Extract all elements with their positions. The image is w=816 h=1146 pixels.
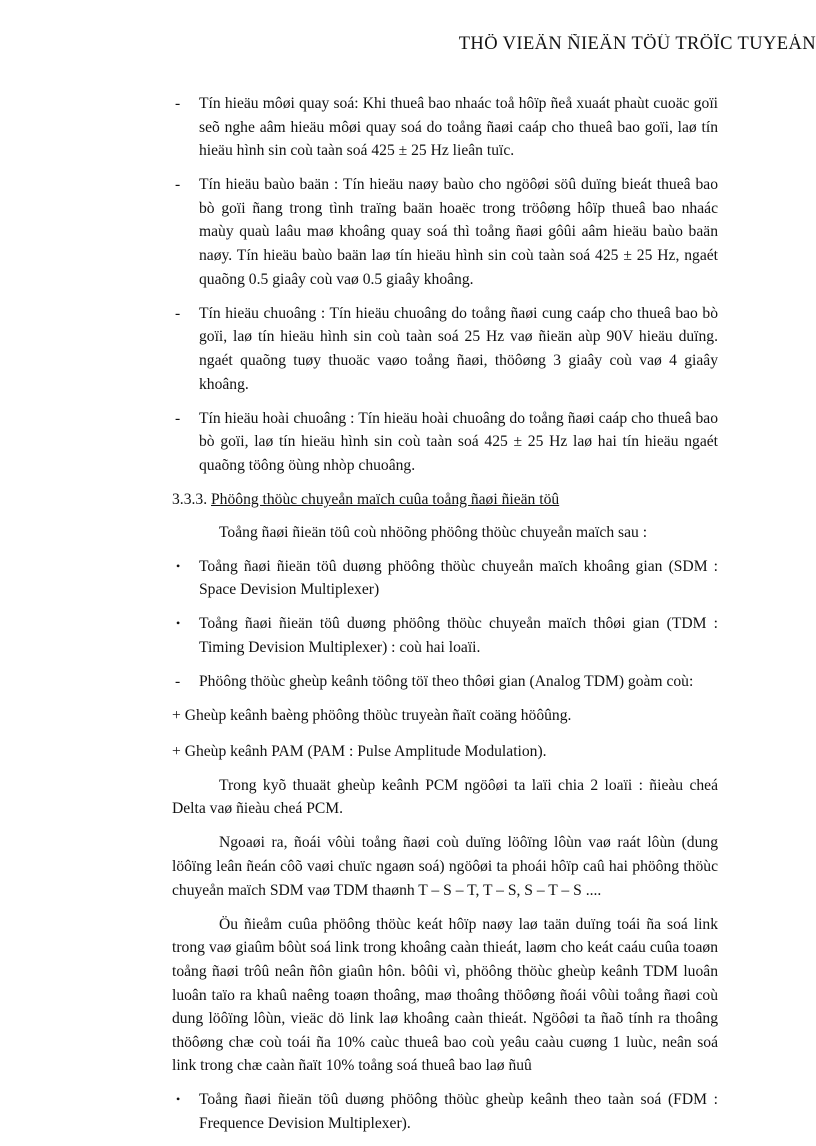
plus-line: + Gheùp keânh PAM (PAM : Pulse Amplitude Modulation). (172, 742, 547, 760)
section-title: Phöông thöùc chuyeån maïch cuûa toång ñaøi ñieän töû (211, 490, 560, 508)
dash-marker: - (175, 409, 181, 427)
list-item (172, 1088, 718, 1135)
paragraph: Trong kyõ thuaät gheùp keânh PCM ngöôøi ta laïi chia 2 loaïi : ñieàu cheá Delta vaø ñieàu cheá PCM. (172, 776, 718, 818)
list-item (172, 173, 718, 291)
item-text: Toång ñaøi ñieän töû duøng phöông thöùc chuyeån maïch thôøi gian (TDM : Timing Devision Multiplexer) : coù hai loaïi. (199, 615, 718, 656)
dash-marker: - (175, 304, 181, 322)
dash-marker: - (175, 672, 181, 690)
item-text: Tín hieäu hoài chuoâng : Tín hieäu hoài chuoâng do toång ñaøi caáp cho thueâ bao bò goïi, laø tín hieäu hình sin coù taàn soá 425 ± 25 Hz laø hai tín hieäu ngaét quaõng töông öùng nhòp chuoâng. (199, 409, 718, 474)
dash-marker: - (175, 95, 181, 112)
section-intro: Toång ñaøi ñieän töû coù nhöõng phöông thöùc chuyeån maïch sau : (219, 523, 648, 541)
dash-marker: - (175, 176, 181, 194)
list-item (172, 612, 718, 659)
item-text: Tín hieäu môøi quay soá: Khi thueâ bao nhaác toå hôïp ñeå xuaát phaùt cuoäc goïi seõ nghe aâm hieäu môøi quay soá do toång ñaøi caáp cho thueâ bao goïi, laø tín hieäu hình sin coù taàn soá 425 ± 25 Hz lieân tuïc. (199, 95, 718, 160)
plus-line: + Gheùp keânh baèng phöông thöùc truyeàn ñaït coäng höôûng. (172, 707, 572, 725)
page-header: THÖ VIEÄN ÑIEÄN TÖÛ TRÖÏC TUYEÁN (458, 34, 816, 54)
page-content (172, 92, 718, 1146)
item-text: Phöông thöùc gheùp keânh töông töï theo thôøi gian (Analog TDM) goàm coù: (199, 672, 694, 690)
bullet-marker: • (176, 1092, 181, 1107)
list-item (172, 670, 718, 694)
item-text: Toång ñaøi ñieän töû duøng phöông thöùc chuyeån maïch khoâng gian (SDM : Space Devision Multiplexer) (199, 557, 718, 599)
paragraph: Öu ñieåm cuûa phöông thöùc keát hôïp naøy laø taän duïng toái ña soá link trong vaø giaûm bôùt soá link trong khoâng caàn thieát, laøm cho keát caáu cuûa toaøn toång ñaøi trôû neân ñôn giaûn hôn. bôûi vì, phöông thöùc gheùp keânh TDM luoân luoân taïo ra khaû naêng toaøn thoâng, maø thoâng thöôøng ñoái vôùi toång ñaøi coù dung löôïng lôùn, vieäc dö link laø khoâng caàn thieát. Ngöôøi ta ñaõ tính ra thoâng thöôøng chæ coù toái ña 10% caùc thueâ bao coù yeâu caàu cuøng 1 luùc, neân soá link trong chæ caàn ñaït 10% toång soá thueâ bao laø ñuû (172, 915, 718, 1075)
section-number: 3.3.3. (172, 490, 208, 508)
list-item (172, 92, 718, 163)
list-item (172, 302, 718, 396)
item-text: Tín hieäu baùo baän : Tín hieäu naøy baùo cho ngöôøi söû duïng bieát thueâ bao bò goïi ñang trong tình traïng baän hoaëc trong tröôøng hôïp thueâ bao nhaác maùy quaù laâu maø khoâng quay soá thì toång ñaøi gôûi aâm hieäu baùo baän naøy. Tín hieäu baùo baän laø tín hieäu hình sin coù taàn soá 425 ± 25 Hz, ngaét quaõng 0.5 giaây coù vaø 0.5 giaây khoâng. (199, 176, 718, 288)
list-item (172, 555, 718, 602)
item-text: Tín hieäu chuoâng : Tín hieäu chuoâng do toång ñaøi cung caáp cho thueâ bao bò goïi, laø tín hieäu hình sin coù taàn soá 25 Hz vaø ñieän aùp 90V hieäu duïng. ngaét quaõng tuøy thuoäc vaøo toång ñaøi, thöôøng 3 giaây coù vaø 4 giaây khoâng. (199, 304, 718, 393)
bullet-marker: • (176, 616, 181, 631)
item-text: Toång ñaøi ñieän töû duøng phöông thöùc gheùp keânh theo taàn soá (FDM : Frequence Devision Multiplexer). (199, 1091, 718, 1132)
list-item (172, 407, 718, 478)
section-heading (172, 488, 718, 512)
bullet-marker: • (176, 558, 181, 573)
paragraph: Ngoaøi ra, ñoái vôùi toång ñaøi coù duïng löôïng lôùn vaø raát lôùn (dung löôïng leân ñeán côõ vaøi chuïc ngaøn soá) ngöôøi ta phoái hôïp caû hai phöông thöùc chuyeån maïch SDM vaø TDM thaønh T – S – T, T – S, S – T – S .... (172, 834, 718, 899)
